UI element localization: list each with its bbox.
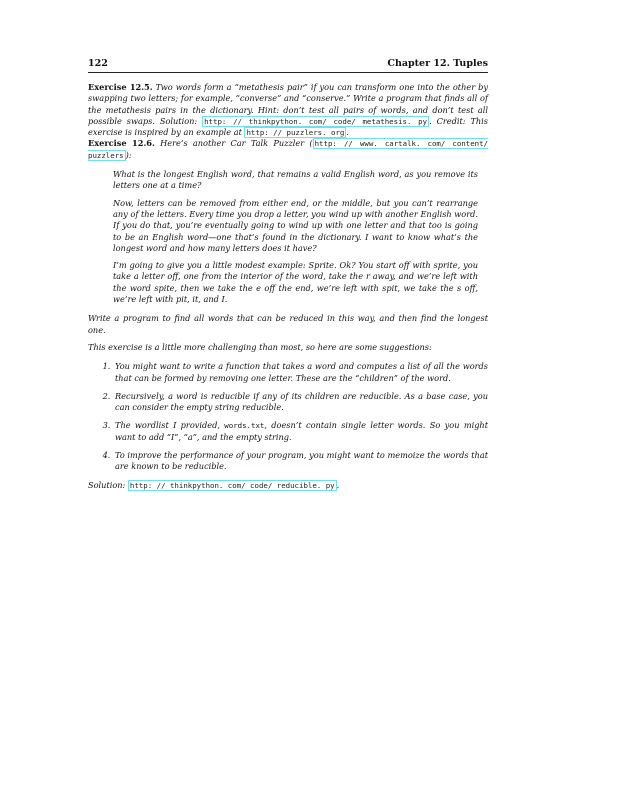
quote-paragraph: I’m going to give you a little modest example: Sprite. Ok? You start off with sprite, you take a letter off, one from the interior of the word, take the r away, and we’re left with the word spite, then we take the e off the end, we’re left with spit, we take the s off, we’re left with pit, it, and I. xyxy=(113,260,478,305)
solution-label: Solution: xyxy=(88,479,126,490)
list-item: 2. Recursively, a word is reducible if any of its children are reducible. As a base case, you can consider the empty string reducible. xyxy=(113,391,488,414)
cartalk-link[interactable]: http: // www. cartalk. com/ content/ puzzlers xyxy=(88,139,489,160)
paragraph: Write a program to find all words that can be reduced in this way, and then find the longest one. xyxy=(88,313,488,335)
exercise-text: . xyxy=(346,127,349,138)
list-text: , doesn’t contain single letter words. So you might want to add “I”, “a”, and the empty string. xyxy=(115,420,489,442)
reducible-link[interactable]: http: // thinkpython. com/ code/ reducible. py xyxy=(129,480,335,490)
quote-paragraph: What is the longest English word, that remains a valid English word, as you remove its letters one at a time? xyxy=(113,169,478,191)
list-item: 1. You might want to write a function that takes a word and computes a list of all the words that can be formed by removing one letter. These are the “children” of the word. xyxy=(113,361,488,384)
exercise-label: Exercise 12.6. xyxy=(88,138,155,149)
suggestion-list xyxy=(88,361,488,472)
page xyxy=(88,58,488,491)
paragraph: This exercise is a little more challenging than most, so here are some suggestions: xyxy=(88,341,432,352)
puzzler-quote xyxy=(113,169,478,305)
exercise-text: Two words form a “metathesis pair” if you can transform one into the other by swapping two letters; for example, “converse” and “conserve.” Write a program that finds all of the metathesis pairs in the dictionary. Hint: don’t test all pairs of words, and don’t test all possible swaps. Solution: xyxy=(88,82,488,126)
solution-line xyxy=(88,480,488,491)
list-text: The wordlist I provided, xyxy=(115,420,220,431)
exercise-label: Exercise 12.5. xyxy=(88,82,153,92)
metathesis-link[interactable]: http: // thinkpython. com/ code/ metathesis. py xyxy=(204,116,428,126)
list-item: 4. To improve the performance of your program, you might want to memoize the words that are known to be reducible. xyxy=(113,450,488,473)
solution-end: . xyxy=(336,479,340,490)
exercise-text: . Credit: This exercise is inspired by an example at xyxy=(88,115,489,138)
exercise-text: Here’s another Car Talk Puzzler ( xyxy=(160,138,313,149)
puzzlers-link[interactable]: http: // puzzlers. org xyxy=(246,128,345,138)
page-number: 122 xyxy=(88,58,108,69)
page-header xyxy=(88,58,488,73)
exercise-12-5 xyxy=(88,82,488,138)
list-item xyxy=(113,420,488,443)
exercise-text: ): xyxy=(125,149,132,160)
code-filename: words.txt xyxy=(224,421,265,431)
quote-paragraph: Now, letters can be removed from either end, or the middle, but you can’t rearrange any of the letters. Every time you drop a letter, you wind up with another English word. If you do that, you’re eventually going to wind up with one letter and that too is going to be an English word—one that’s found in the dictionary. I want to know what’s the longest word and how many letters does it have? xyxy=(113,197,478,253)
chapter-title: Chapter 12. Tuples xyxy=(387,58,488,69)
exercise-12-6 xyxy=(88,138,488,161)
